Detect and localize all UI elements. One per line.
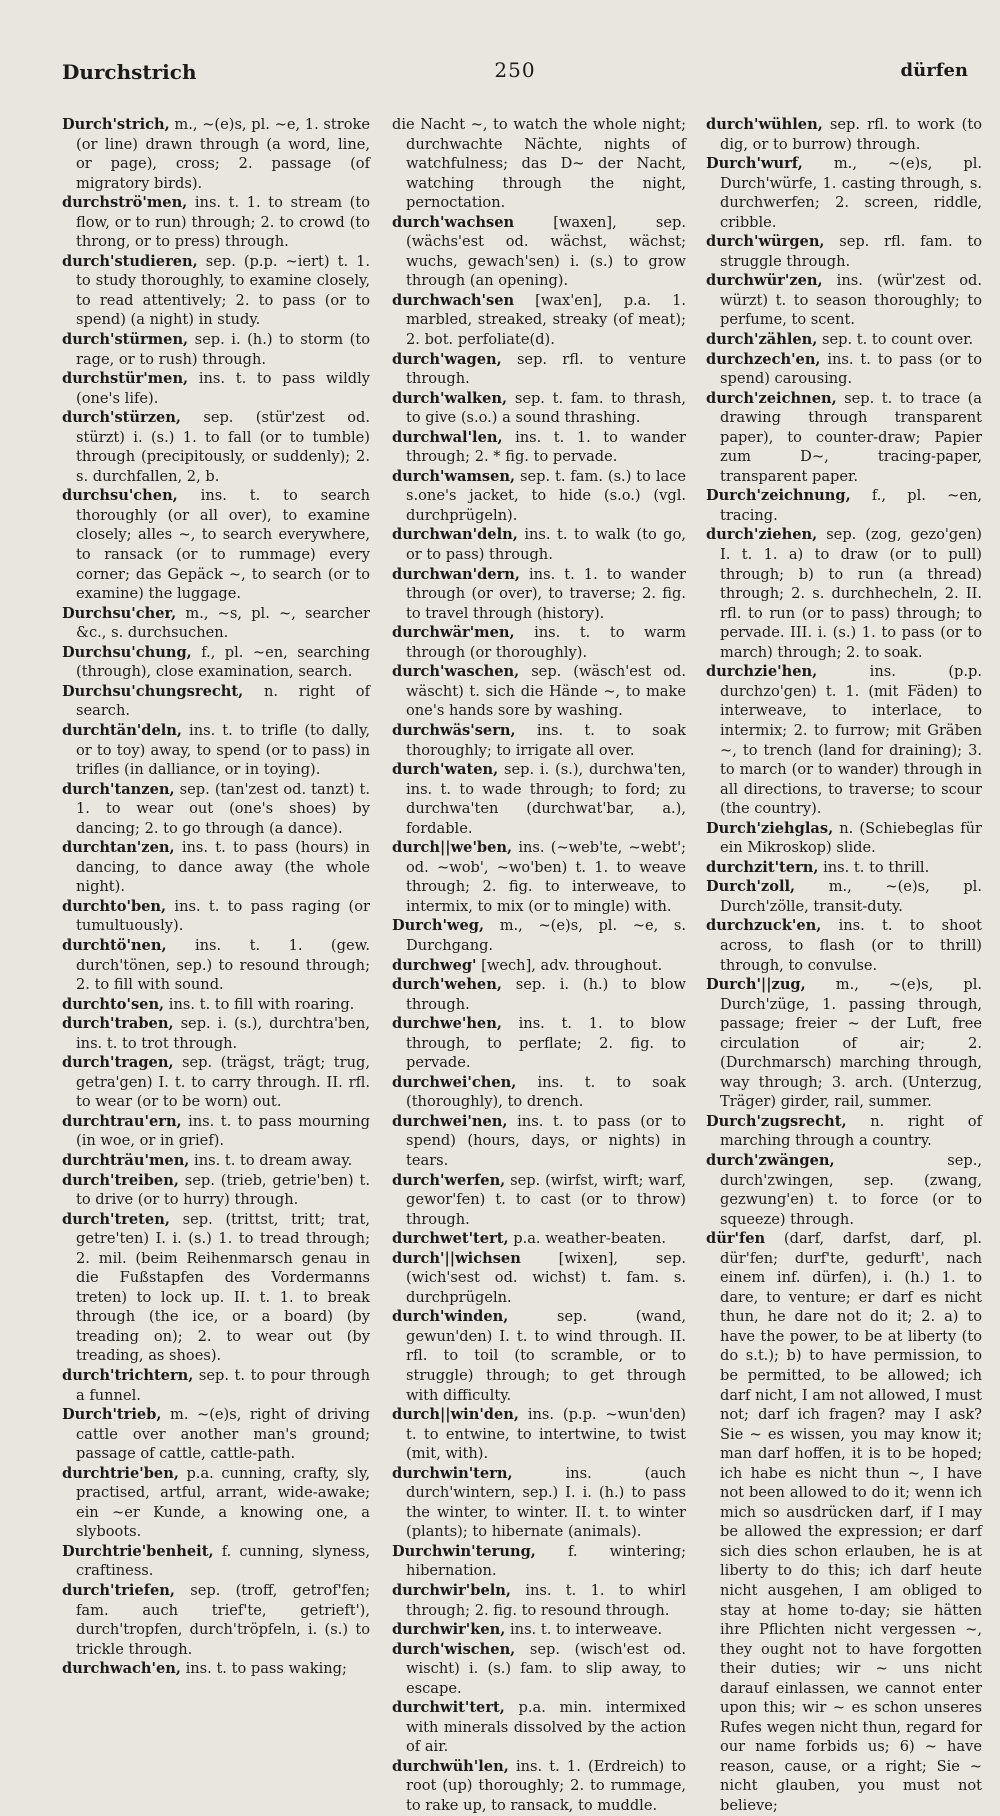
dictionary-entry [62, 1171, 370, 1210]
entry-definition: f. wintering; hibernation. [406, 1542, 686, 1580]
entry-definition: sep. (trittst, tritt; trat, getre'ten) I. i. (s.) 1. to tread through; 2. mil. (beim Reihenmarsch genau in die Fußstapfen des Vordermanns treten) to lock up. II. t. 1. to break through (the ice, or a board) (by treading on); 2. to wear out (by treading, as shoes). [76, 1210, 370, 1365]
entry-headword: durchtän'deln, [62, 721, 182, 739]
entry-definition: ins. t. 1. to wander through (or over), to traverse; 2. fig. to travel through (history). [406, 565, 687, 622]
entry-headword: durchträu'men, [62, 1151, 190, 1169]
dictionary-entry [392, 1640, 686, 1699]
dictionary-entry [392, 662, 686, 721]
entry-headword: durchwal'len, [392, 428, 503, 446]
entry-definition: ins. t. to interweave. [510, 1621, 663, 1639]
dictionary-entry [62, 1366, 370, 1405]
entry-definition: m. ~(e)s, right of driving cattle over another man's ground; passage of cattle, cattle-path. [76, 1406, 371, 1463]
entry-definition: sep., durch'zwingen, sep. (zwang, gezwung'en) t. to force (or to squeeze) through. [720, 1151, 982, 1228]
dictionary-entry [62, 1053, 370, 1112]
dictionary-entry [392, 838, 686, 916]
dictionary-entry [62, 682, 370, 721]
dictionary-entry [62, 1405, 370, 1464]
entry-headword: durchwei'chen, [392, 1073, 517, 1091]
entry-definition: ins. t. to shoot across, to flash (or to thrill) through, to convulse. [720, 917, 983, 974]
dictionary-entry [62, 936, 370, 995]
entry-headword: durchweg' [392, 956, 477, 974]
dictionary-entry [392, 1542, 686, 1581]
dictionary-entry [392, 1073, 686, 1112]
entry-headword: durchstür'men, [62, 370, 189, 388]
entry-headword: durchtan'zen, [62, 839, 175, 857]
entry-headword: durch'wühlen, [706, 116, 823, 133]
entry-definition: p.a. weather-beaten. [513, 1230, 667, 1248]
entry-definition: ins. t. to pass (or to spend) carousing. [720, 350, 983, 388]
entry-headword: durch'||wichsen [392, 1249, 521, 1267]
entry-definition: ins. t. 1. to blow through, to perflate; 2. fig. to pervade. [406, 1015, 687, 1072]
dictionary-entry [392, 1464, 686, 1542]
entry-definition: ins. t. to walk (to go, or to pass) through. [406, 526, 687, 564]
dictionary-entry [62, 115, 370, 193]
entry-headword: durchzuck'en, [706, 917, 822, 935]
entry-headword: durch'triefen, [62, 1582, 175, 1600]
entry-definition: sep. rfl. to venture through. [406, 350, 686, 388]
entry-definition: [wech], adv. throughout. [481, 956, 663, 974]
dictionary-entry [392, 467, 686, 526]
entry-definition: [wax'en], p.a. 1. marbled, streaked, streaky (of meat); 2. bot. perfoliate(d). [406, 291, 686, 349]
entry-definition: ins. t. 1. to stream (to flow, or to run) through; 2. to crowd (to throng, or to press) through. [76, 194, 370, 251]
entry-headword: durchwüh'len, [392, 1757, 509, 1775]
dictionary-entry [392, 1581, 686, 1620]
entry-headword: durchwin'tern, [392, 1464, 513, 1482]
entry-definition: ins. (wür'zest od. würzt) t. to season thoroughly; to perfume, to scent. [720, 272, 982, 329]
column-1 [62, 115, 371, 1678]
entry-definition: m., ~(e)s, pl. Durch'würfe, 1. casting through, s. durchwerfen; 2. screen, riddle, cribble. [720, 155, 982, 231]
entry-headword: durch'wachsen [392, 213, 515, 231]
entry-headword: durchwei'nen, [392, 1112, 508, 1130]
entry-definition: sep. (trieb, getrie'ben) t. to drive (or to hurry) through. [76, 1171, 370, 1209]
entry-headword: Durch'wurf, [706, 155, 803, 173]
entry-headword: durchwet'tert, [392, 1230, 509, 1248]
dictionary-entry [706, 1229, 982, 1815]
dictionary-entry [392, 1405, 686, 1464]
entry-headword: durch'wagen, [392, 350, 502, 368]
dictionary-entry [392, 1698, 686, 1757]
dictionary-entry [392, 1307, 686, 1405]
entry-definition: sep. (wirfst, wirft; warf, gewor'fen) t. to cast (or to throw) through. [406, 1171, 686, 1228]
dictionary-entry [392, 525, 686, 564]
entry-definition: ins. t. to pass (or to spend) (hours, days, or nights) in tears. [406, 1112, 687, 1169]
entry-definition: m., ~(e)s, pl. Durch'zölle, transit-duty. [720, 878, 982, 915]
dictionary-entry [706, 389, 982, 487]
dictionary-entry [62, 1014, 370, 1053]
entry-definition: sep. rfl. fam. to struggle through. [720, 233, 982, 270]
entry-headword: durchtrie'ben, [62, 1464, 179, 1482]
dictionary-entry [62, 408, 370, 486]
running-head [62, 60, 968, 96]
dictionary-entry [706, 154, 982, 232]
entry-headword: durchwir'ken, [392, 1621, 506, 1639]
dictionary-entry [706, 350, 982, 389]
entry-definition: f., pl. ~en, searching (through), close examination, search. [76, 643, 370, 681]
entry-definition: p.a. cunning, crafty, sly, practised, artful, arrant, wide-awake; ein ~er Kunde, a knowing one, a slyboots. [76, 1464, 370, 1541]
entry-definition: ins. t. to soak (thoroughly), to drench. [406, 1073, 686, 1111]
dictionary-entry [62, 193, 370, 252]
entry-definition: ins. t. to warm through (or thoroughly). [406, 624, 686, 661]
dictionary-entry [392, 565, 686, 624]
dictionary-entry [706, 1151, 982, 1229]
entry-headword: durchwan'deln, [392, 526, 518, 544]
dictionary-entry [62, 369, 370, 408]
entry-definition: ins. t. to thrill. [823, 858, 930, 876]
dictionary-entry [706, 271, 982, 330]
entry-headword: durch'treiben, [62, 1171, 179, 1189]
entry-headword: durch'studieren, [62, 252, 198, 270]
dictionary-entry [706, 486, 982, 525]
entry-headword: Durchsu'cher, [62, 604, 177, 622]
dictionary-entry [62, 780, 370, 839]
entry-definition: sep. (trägst, trägt; trug, getra'gen) I. t. to carry through. II. rfl. to wear (or to be worn) out. [76, 1054, 371, 1111]
entry-headword: durch'wamsen, [392, 467, 516, 485]
dictionary-entry [706, 115, 982, 154]
entry-headword: durch'treten, [62, 1210, 170, 1228]
entry-definition: ins. (p.p. ~wun'den) t. to entwine, to intertwine, to twist (mit, with). [406, 1406, 686, 1463]
entry-headword: Durch'ziehglas, [706, 819, 834, 837]
dictionary-entry [62, 1542, 370, 1581]
running-head-right: dürfen [900, 60, 968, 81]
entry-headword: durchzie'hen, [706, 663, 818, 681]
entry-definition: sep. (tan'zest od. tanzt) t. 1. to wear out (one's shoes) by dancing; 2. to go through (a dance). [76, 780, 370, 837]
dictionary-entry [392, 1757, 686, 1816]
dictionary-entry [392, 1112, 686, 1171]
dictionary-entry [392, 1014, 686, 1073]
dictionary-entry [62, 721, 370, 780]
entry-headword: Durch'||zug, [706, 976, 806, 994]
entry-headword: durch'wischen, [392, 1640, 516, 1658]
dictionary-entry [706, 330, 982, 350]
dictionary-entry [706, 662, 982, 818]
dictionary-entry [392, 213, 686, 291]
entry-definition: sep. t. fam. to thrash, to give (s.o.) a sound thrashing. [406, 389, 686, 427]
entry-headword: durchwit'tert, [392, 1699, 505, 1717]
entry-definition: sep. (wisch'est od. wischt) i. (s.) fam. to slip away, to escape. [406, 1640, 687, 1697]
entry-definition: sep. rfl. to work (to dig, or to burrow) through. [720, 116, 983, 153]
column-3 [706, 115, 983, 1815]
entry-definition: sep. t. fam. (s.) to lace s.one's jacket, to hide (s.o.) (vgl. durchprügeln). [406, 467, 686, 524]
entry-definition: n. right of marching through a country. [720, 1112, 982, 1150]
entry-definition: sep. (wand, gewun'den) I. t. to wind through. II. rfl. to toil (to scramble, or to struggle) through; to get through with difficulty. [406, 1308, 686, 1404]
entry-headword: durch'traben, [62, 1015, 174, 1033]
entry-definition: ins. (auch durch'wintern, sep.) I. i. (h.) to pass the winter, to winter. II. t. to winter (plants); to hibernate (animals). [406, 1464, 686, 1541]
dictionary-entry [706, 525, 982, 662]
entry-headword: durch'tanzen, [62, 780, 175, 798]
dictionary-entry [392, 760, 686, 838]
entry-definition: (darf, darfst, darf, pl. dür'fen; durf'te, gedurft', nach einem inf. dürfen), i. (h.) 1. to dare, to venture; er darf es nicht thun, he dare not do it; 2. a) to have the power, to be at liberty (to do s.t.); b) to have permission, to be permitted, to be allowed; ich darf nicht, I am not allowed, I must not; darf ich fragen? may I ask? Sie ~ es wissen, you may know it; man darf hoffen, it is to be hoped; ich habe es nicht thun ~, I have not been allowed to do it; wenn ich mich so ausdrücken darf, if I may be allowed the expression; er darf sich dies schon erlauben, he is at liberty to do this; ich darf heute nicht ausgehen, I am obliged to stay at home to-day; sie hätten ihre Pflichten nicht vergessen ~, they ought not to have forgotten their duties; wir ~ uns nicht darauf einlassen, we cannot enter upon this; wir ~ es schon unseres Rufes wegen nicht thun, regard for our name forbids us; 6) ~ have reason, cause, or a right; Sie ~ nicht glauben, you must not believe; [720, 1230, 983, 1815]
dictionary-entry [706, 819, 982, 858]
dictionary-entry [706, 232, 982, 271]
entry-definition: ins. t. 1. (Erdreich) to root (up) thoroughly; 2. to rummage, to rake up, to ransack, to muddle. [406, 1757, 687, 1815]
entry-definition: ins. t. to pass waking; [185, 1660, 347, 1678]
dictionary-entry [62, 604, 370, 643]
entry-definition: f. cunning, slyness, craftiness. [76, 1542, 370, 1580]
entry-definition: n. right of search. [76, 682, 370, 720]
dictionary-entry [62, 1464, 370, 1542]
entry-headword: durch'zeichnen, [706, 389, 837, 407]
dictionary-entry [392, 389, 686, 428]
entry-definition: ins. t. to fill with roaring. [168, 995, 355, 1013]
entry-headword: Durchtrie'benheit, [62, 1542, 214, 1560]
entry-definition: n. (Schiebeglas für ein Mikroskop) slide. [720, 819, 982, 857]
entry-headword: durch'waten, [392, 761, 499, 779]
dictionary-entry [706, 975, 982, 1112]
dictionary-entry [392, 428, 686, 467]
running-head-left: Durchstrich [62, 60, 197, 84]
entry-definition: ins. t. 1. (gew. durch'tönen, sep.) to resound through; 2. to fill with sound. [76, 936, 371, 994]
entry-headword: Durchsu'chungsrecht, [62, 682, 244, 700]
dictionary-entry [62, 897, 370, 936]
entry-headword: durch'werfen, [392, 1171, 506, 1189]
entry-definition: sep. i. (h.) to storm (to rage, or to rush) through. [76, 331, 371, 368]
entry-headword: durch'würgen, [706, 233, 825, 251]
dictionary-entry [62, 1112, 370, 1151]
entry-definition: ins. (~web'te, ~webt'; od. ~wob', ~wo'ben) t. 1. to weave through; 2. fig. to interweave, to intermix, to mix (or to mingle) with. [406, 839, 686, 915]
dictionary-entry [392, 291, 686, 350]
entry-definition: ins. t. 1. to whirl through; 2. fig. to resound through. [406, 1582, 687, 1619]
entry-headword: durchwir'beln, [392, 1582, 511, 1600]
entry-headword: Durch'strich, [62, 116, 170, 133]
dictionary-entry [392, 1620, 686, 1640]
dictionary-entry [706, 916, 982, 975]
entry-headword: durchto'ben, [62, 897, 167, 915]
entry-headword: Durch'zugsrecht, [706, 1112, 847, 1130]
entry-definition: sep. (p.p. ~iert) t. 1. to study thoroughly, to examine closely, to read attentively; 2. to pass (or to spend) (a night) in study. [76, 252, 371, 329]
entry-definition: sep. t. to count over. [821, 331, 974, 349]
entry-headword: durchto'sen, [62, 995, 165, 1013]
entry-definition: f., pl. ~en, tracing. [720, 487, 982, 524]
entry-definition: sep. t. to trace (a drawing through transparent paper), to counter-draw; Papier zum D~, tracing-paper, transparent paper. [720, 389, 983, 485]
dictionary-entry [706, 858, 982, 878]
entry-headword: durch'wehen, [392, 976, 502, 994]
entry-definition: ins. t. to pass raging (or tumultuously). [76, 897, 371, 935]
entry-headword: durch'ziehen, [706, 526, 818, 544]
entry-definition: m., ~(e)s, pl. ~e, 1. stroke (or line) drawn through (a word, line, or page), cross; 2. passage (of migratory birds). [76, 116, 371, 192]
entry-headword: durch'walken, [392, 389, 508, 407]
entry-headword: durch'stürmen, [62, 331, 189, 349]
entry-definition: ins. t. to soak thoroughly; to irrigate all over. [406, 721, 686, 759]
entry-headword: durchwe'hen, [392, 1015, 502, 1033]
entry-definition: m., ~s, pl. ~, searcher &c., s. durchsuchen. [76, 604, 371, 642]
entry-headword: durch'winden, [392, 1308, 509, 1326]
entry-headword: durchzit'tern, [706, 858, 819, 876]
dictionary-entry [62, 1210, 370, 1366]
entry-definition: sep. (stür'zest od. stürzt) i. (s.) 1. to fall (or to tumble) through (precipitously, or suddenly); 2. s. durchfallen, 2, b. [76, 409, 371, 485]
dictionary-entry [62, 252, 370, 330]
entry-headword: durch'stürzen, [62, 409, 181, 427]
entry-headword: Durch'weg, [392, 917, 485, 935]
entry-definition: die Nacht ~, to watch the whole night; durchwachte Nächte, nights of watchfulness; das D~ der Nacht, watching through the night, pernoctation. [392, 116, 686, 212]
dictionary-entry [392, 1171, 686, 1230]
entry-definition: ins. t. to trifle (to dally, or to toy) away, to spend (or to pass) in trifles (in dalliance, or in toying). [76, 721, 371, 779]
dictionary-entry [392, 916, 686, 955]
entry-definition: m., ~(e)s, pl. Durch'züge, 1. passing through, passage; freier ~ der Luft, free circulation of air; 2. (Durchmarsch) marching through, way through; 3. arch. (Unterzug, Träger) girder, rail, summer. [720, 976, 982, 1111]
entry-headword: Durch'trieb, [62, 1406, 162, 1424]
entry-headword: durchwan'dern, [392, 565, 520, 583]
entry-headword: durch'waschen, [392, 663, 520, 681]
entry-headword: durchtö'nen, [62, 936, 167, 954]
dictionary-entry [62, 1659, 370, 1679]
entry-definition: ins. (p.p. durchzo'gen) t. 1. (mit Fäden) to interweave, to interlace, to intermix; 2. to furrow; mit Gräben ~, to trench (land for draining); 3. to march (or to wander) through in all directions, to traverse; to scour (the country). [720, 663, 982, 818]
dictionary-entry [62, 486, 370, 603]
entry-headword: durchwär'men, [392, 624, 515, 642]
entry-definition: sep. t. to pour through a funnel. [76, 1367, 370, 1404]
entry-definition: ins. t. 1. to wander through; 2. * fig. to pervade. [406, 428, 687, 466]
entry-headword: Durchwin'terung, [392, 1542, 536, 1560]
dictionary-entry [62, 1151, 370, 1171]
entry-headword: durchwür'zen, [706, 272, 823, 290]
dictionary-entry [392, 975, 686, 1014]
page-number: 250 [494, 58, 536, 82]
entry-headword: durch'zwängen, [706, 1151, 835, 1169]
entry-headword: durch'tragen, [62, 1054, 174, 1072]
entry-definition: sep. (wäsch'est od. wäscht) t. sich die Hände ~, to make one's hands sore by washing. [406, 663, 686, 720]
entry-definition: ins. t. to pass mourning (in woe, or in grief). [76, 1112, 370, 1150]
dictionary-entry [62, 838, 370, 897]
entry-definition: ins. t. to search thoroughly (or all over), to examine closely; alles ~, to search everywhere, to ransack (or to rummage) every corner; das Gepäck ~, to search (or to examine) the luggage. [76, 487, 370, 603]
entry-headword: Durch'zeichnung, [706, 487, 851, 505]
entry-definition: sep. (troff, getrof'fen; fam. auch trief'te, getrieft'), durch'tropfen, durch'tröpfeln, i. (s.) to trickle through. [76, 1582, 370, 1658]
dictionary-entry [392, 115, 686, 213]
entry-headword: Durch'zoll, [706, 878, 796, 896]
entry-definition: p.a. min. intermixed with minerals dissolved by the action of air. [406, 1699, 686, 1756]
entry-definition: ins. t. to pass (hours) in dancing, to dance away (the whole night). [76, 839, 370, 896]
entry-definition: ins. t. to pass wildly (one's life). [76, 370, 371, 407]
entry-definition: sep. i. (h.) to blow through. [406, 976, 687, 1013]
entry-definition: sep. i. (s.), durchwa'ten, ins. t. to wade through; to ford; zu durchwa'ten (durchwat'bar, a.), fordable. [406, 761, 686, 837]
dictionary-entry [62, 330, 370, 369]
entry-headword: durchwäs'sern, [392, 721, 516, 739]
entry-definition: sep. i. (s.), durchtra'ben, ins. t. to trot through. [76, 1015, 371, 1052]
dictionary-entry [392, 623, 686, 662]
dictionary-entry [392, 721, 686, 760]
entry-headword: durch||win'den, [392, 1406, 519, 1424]
entry-headword: durchströ'men, [62, 194, 188, 212]
entry-headword: durch'zählen, [706, 331, 818, 349]
entry-headword: dür'fen [706, 1230, 766, 1248]
entry-definition: [wixen], sep. (wich'sest od. wichst) t. fam. s. durchprügeln. [406, 1249, 686, 1306]
entry-definition: [waxen], sep. (wächs'est od. wächst, wächst; wuchs, gewach'sen) i. (s.) to grow through (an opening). [406, 213, 687, 290]
entry-definition: m., ~(e)s, pl. ~e, s. Durchgang. [406, 917, 686, 954]
dictionary-entry [62, 1581, 370, 1659]
entry-headword: durchzech'en, [706, 350, 821, 368]
entry-headword: durchtrau'ern, [62, 1112, 182, 1130]
entry-headword: durch||we'ben, [392, 839, 513, 857]
entry-headword: Durchsu'chung, [62, 643, 192, 661]
entry-headword: durch'trichtern, [62, 1367, 194, 1384]
dictionary-entry [706, 877, 982, 916]
dictionary-entry [392, 350, 686, 389]
dictionary-entry [392, 1229, 686, 1249]
dictionary-entry [62, 995, 370, 1015]
dictionary-entry [392, 956, 686, 976]
dictionary-entry [392, 1249, 686, 1308]
dictionary-entry [706, 1112, 982, 1151]
dictionary-entry [62, 643, 370, 682]
entry-headword: durchwach'en, [62, 1660, 181, 1678]
entry-headword: durchsu'chen, [62, 487, 178, 505]
column-2 [392, 115, 687, 1815]
entry-definition: sep. (zog, gezo'gen) I. t. 1. a) to draw (or to pull) through; b) to run (a thread) through; 2. s. durchhecheln, 2. II. rfl. to run (or to pass) through; to pervade. III. i. (s.) 1. to pass (or to march) through; 2. to soak. [720, 526, 982, 661]
entry-definition: ins. t. to dream away. [194, 1151, 353, 1169]
entry-headword: durchwach'sen [392, 291, 515, 309]
